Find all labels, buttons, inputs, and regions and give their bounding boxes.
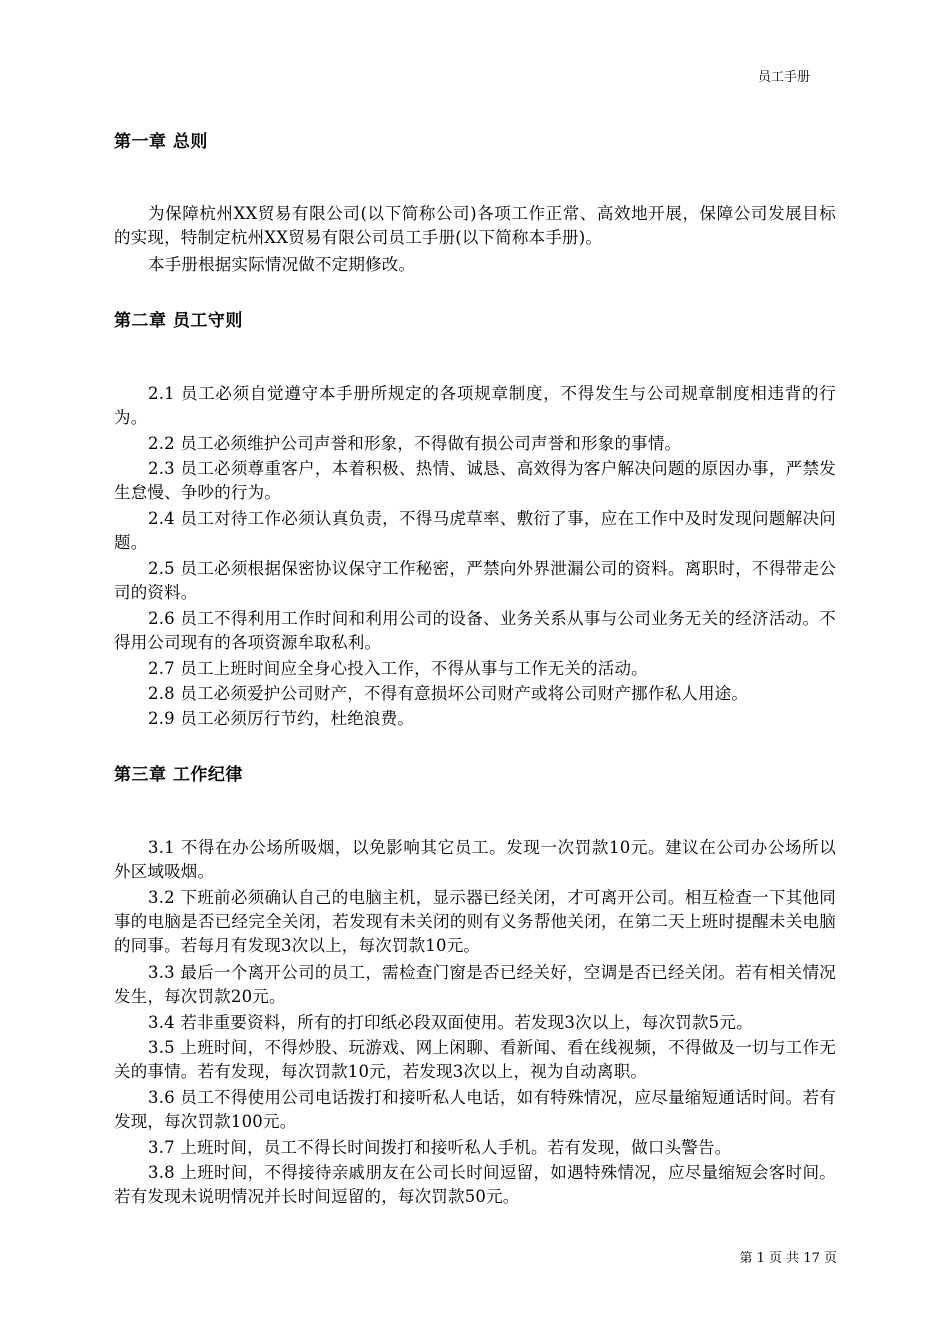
chapter-title: 第二章 员工守则 [114, 311, 243, 331]
paragraph: 3.1 不得在办公场所吸烟，以免影响其它员工。发现一次罚款10元。建议在公司办公场所以外区域吸烟。 [114, 838, 836, 881]
paragraph: 本手册根据实际情况做不定期修改。 [148, 255, 416, 274]
paragraph: 3.5 上班时间，不得炒股、玩游戏、网上闲聊、看新闻、看在线视频，不得做及一切与工作无关的事情。若有发现，每次罚款10元，若发现3次以上，视为自动离职。 [114, 1038, 836, 1081]
paragraph: 2.1 员工必须自觉遵守本手册所规定的各项规章制度，不得发生与公司规章制度相违背的行为。 [114, 384, 836, 427]
paragraph: 3.8 上班时间，不得接待亲戚朋友在公司长时间逗留，如遇特殊情况，应尽量缩短会客时间。若有发现未说明情况并长时间逗留的，每次罚款50元。 [114, 1163, 836, 1206]
paragraph: 3.4 若非重要资料，所有的打印纸必段双面使用。若发现3次以上，每次罚款5元。 [148, 1013, 753, 1032]
paragraph: 2.7 员工上班时间应全身心投入工作，不得从事与工作无关的活动。 [148, 659, 648, 678]
paragraph: 2.9 员工必须厉行节约，杜绝浪费。 [148, 709, 415, 728]
chapter-title: 第一章 总则 [114, 132, 208, 152]
paragraph: 2.5 员工必须根据保密协议保守工作秘密，严禁向外界泄漏公司的资料。离职时，不得带走公司的资料。 [114, 559, 836, 602]
paragraph: 2.8 员工必须爱护公司财产，不得有意损坏公司财产或将公司财产挪作私人用途。 [148, 684, 749, 703]
chapter-title: 第三章 工作纪律 [114, 765, 243, 785]
paragraph: 2.6 员工不得利用工作时间和利用公司的设备、业务关系从事与公司业务无关的经济活动。不得用公司现有的各项资源牟取私利。 [114, 609, 836, 652]
page-number: 第 1 页 共 17 页 [739, 1251, 837, 1266]
paragraph: 3.2 下班前必须确认自己的电脑主机，显示器已经关闭，才可离开公司。相互检查一下其他同事的电脑是否已经完全关闭，若发现有未关闭的则有义务帮他关闭，在第二天上班时提醒未关电脑的同事。若每月有发现3次以上，每次罚款10元。 [114, 888, 836, 955]
running-header: 员工手册 [757, 70, 810, 85]
paragraph: 为保障杭州XX贸易有限公司(以下简称公司)各项工作正常、高效地开展，保障公司发展目标的实现，特制定杭州XX贸易有限公司员工手册(以下简称本手册)。 [114, 204, 836, 247]
paragraph: 3.7 上班时间，员工不得长时间拨打和接听私人手机。若有发现，做口头警告。 [148, 1138, 732, 1157]
paragraph: 2.3 员工必须尊重客户，本着积极、热情、诚恳、高效得为客户解决问题的原因办事，严禁发生怠慢、争吵的行为。 [114, 459, 836, 502]
paragraph: 2.2 员工必须维护公司声誉和形象，不得做有损公司声誉和形象的事情。 [148, 434, 682, 453]
paragraph: 3.6 员工不得使用公司电话拨打和接听私人电话，如有特殊情况，应尽量缩短通话时间。若有发现，每次罚款100元。 [114, 1088, 836, 1131]
paragraph: 3.3 最后一个离开公司的员工，需检查门窗是否已经关好，空调是否已经关闭。若有相关情况发生，每次罚款20元。 [114, 963, 836, 1006]
paragraph: 2.4 员工对待工作必须认真负责，不得马虎草率、敷衍了事，应在工作中及时发现问题解决问题。 [114, 509, 836, 552]
